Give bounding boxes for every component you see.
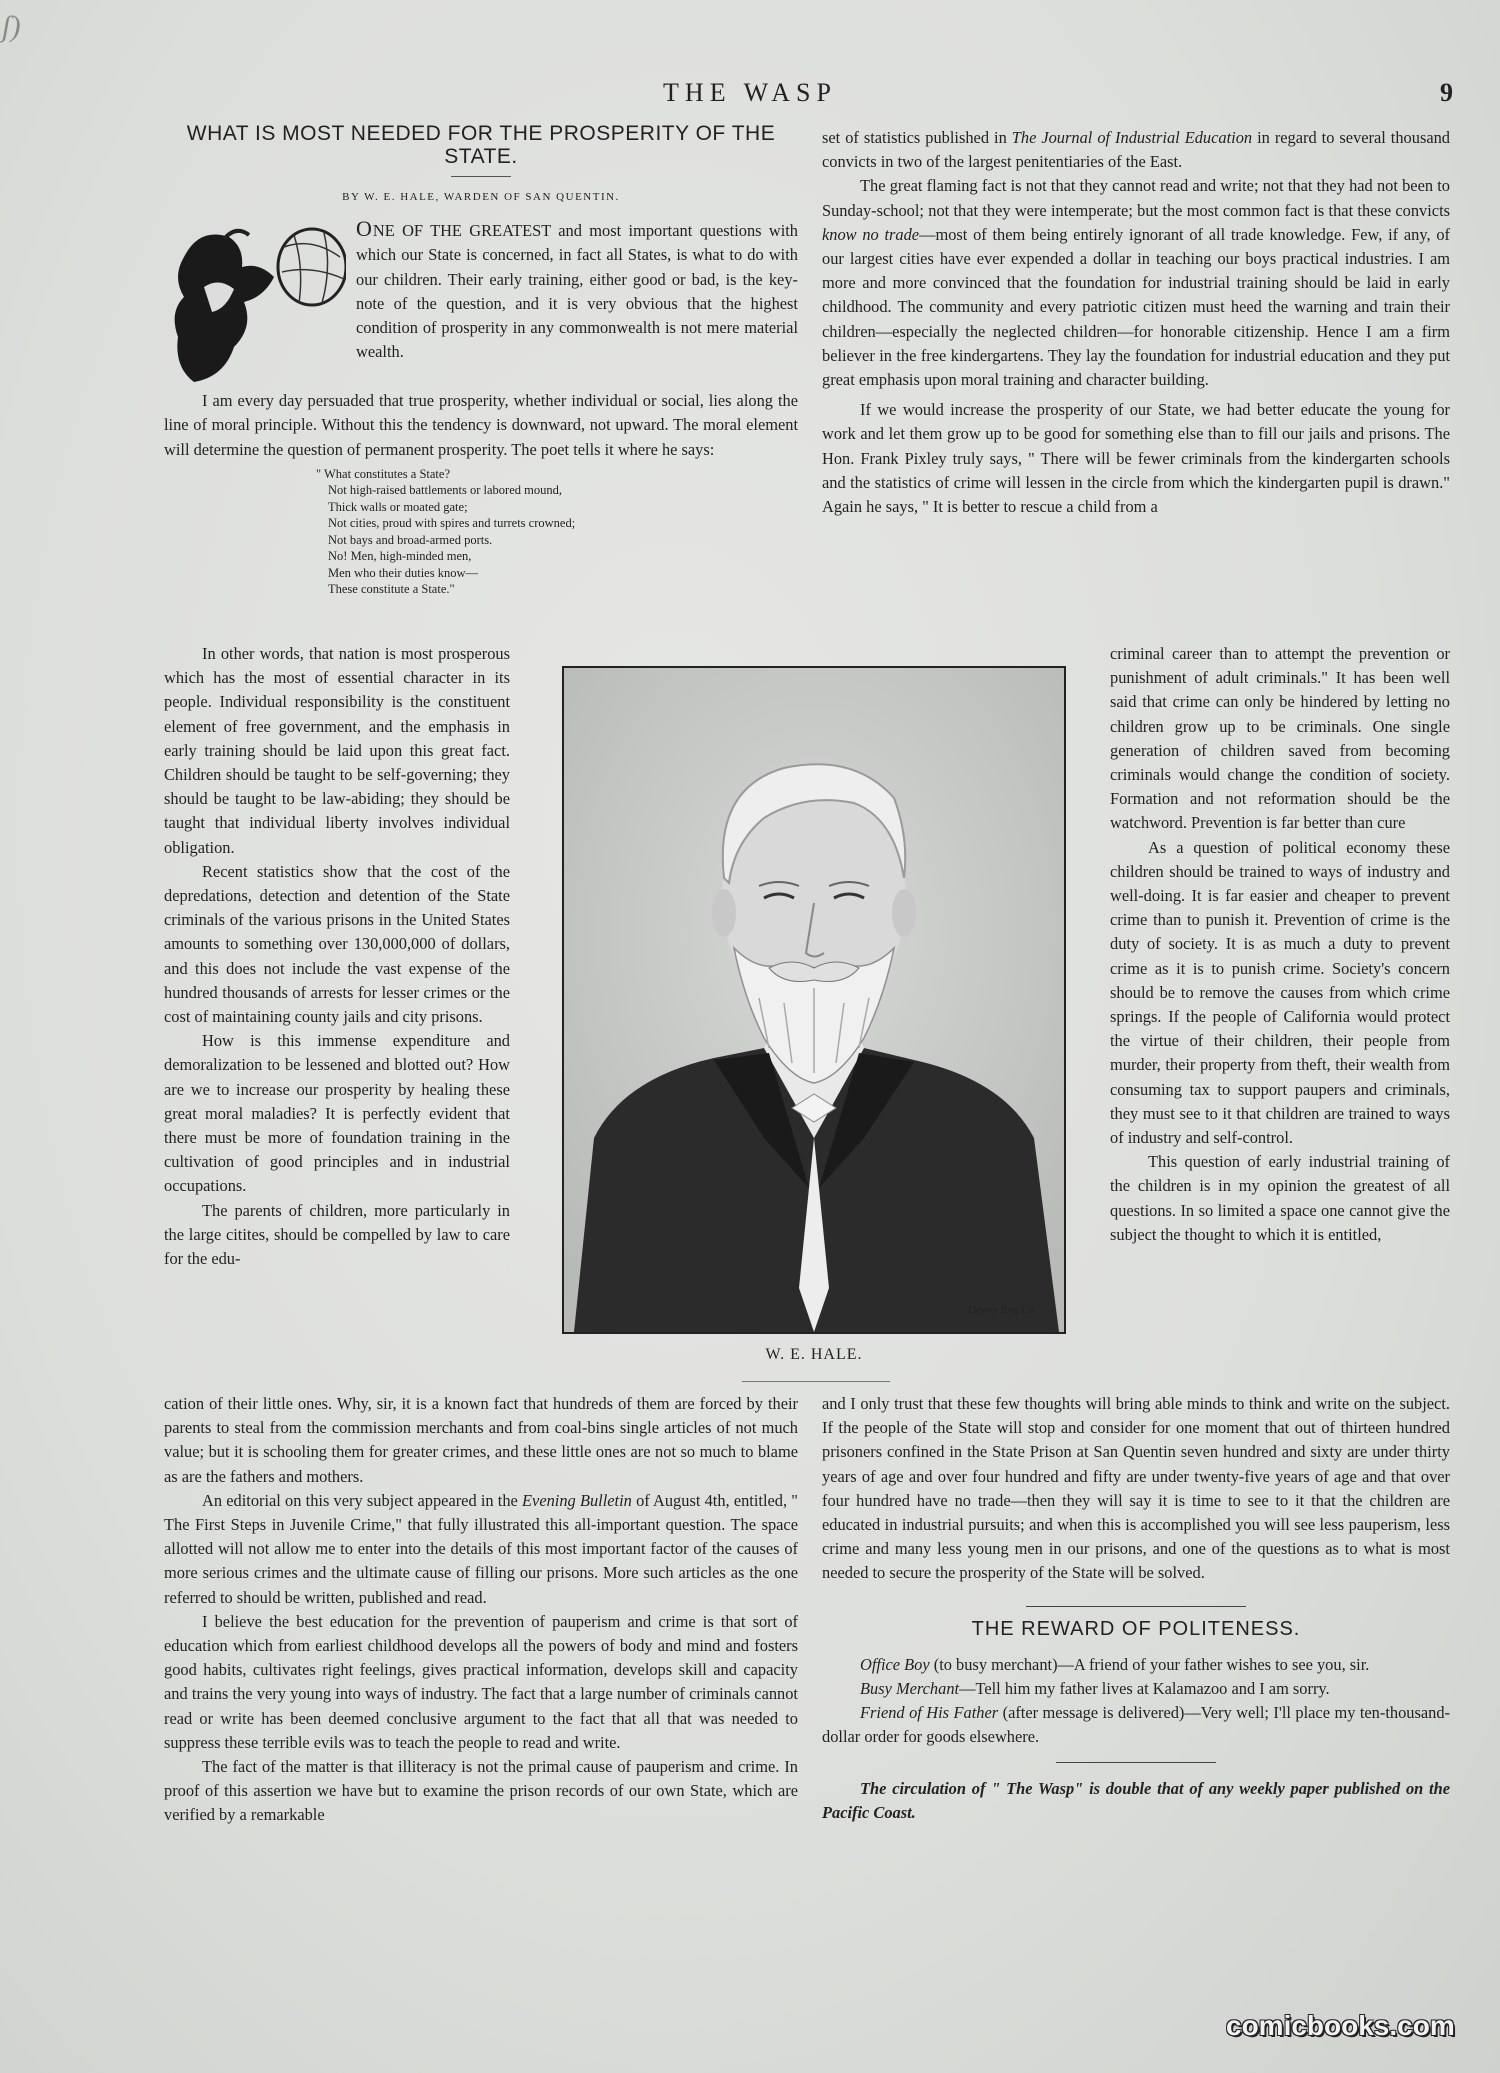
right-paragraph-1: set of statistics published in The Journal of Industrial Education in regard to several thousand convicts in two of the largest penitentiaries of the East. (822, 128, 1450, 172)
right-paragraph-4: criminal career than to attempt the prevention or punishment of adult criminals." It has been well said that crime can only be hindered by letting no children grow up to be criminals. One single generation of children saved from becoming criminals would change the condition of society. Formation and not reformation should be the watchword. Prevention is far better than cure (1110, 644, 1450, 833)
paragraph-1: ONE OF THE GREATEST and most important questions with which our State is concerned, in fact all States, is what to do with our children. Their early training, either good or bad, is the key-note of the question, and it is very obvious that the highest condition of prosperity in any commonwealth is not mere material wealth. (356, 216, 798, 362)
engraver-signature: Dewey Eng.Co (968, 1304, 1034, 1316)
left-column-narrow (164, 642, 510, 1271)
article-title: WHAT IS MOST NEEDED FOR THE PROSPERITY OF THE STATE. (186, 122, 776, 168)
masthead: THE WASP (663, 78, 837, 107)
poem-line: " What constitutes a State? (316, 466, 451, 481)
paragraph-2: I am every day persuaded that true prosperity, whether individual or social, lies along the line of moral principle. Without this the tendency is downward, not upward. The moral element will determine the question of permanent prosperity. The poet tells it where he says: (164, 391, 798, 459)
poem-line: Not bays and broad-armed ports. (328, 532, 493, 547)
paragraph-4: Recent statistics show that the cost of the depredations, detection and detention of the State criminals of the various prisons in the United States amounts to something over 130,000,000 of dollars, and this does not include the vast expense of the hundred thousands of arrests for lesser crimes or the cost of maintaining county jails and city prisons. (164, 861, 510, 1027)
poem-line: No! Men, high-minded men, (328, 549, 472, 564)
portrait-illustration (564, 668, 1064, 1332)
poem-line: Not cities, proud with spires and turrets crowned; (328, 516, 576, 531)
right-paragraph-3: If we would increase the prosperity of our State, we had better educate the young for work and let them grow up to be good for something else than to fill our jails and prisons. The Hon. Frank Pixley truly says, " There will be fewer criminals from the kindergarten schools and the statistics of crime will lessen in the circle from which the kindergarten pupil is drawn." Again he says, " It is better to rescue a child from a (822, 400, 1450, 517)
left-column-bottom (164, 1392, 798, 1828)
dialogue-line-2: Busy Merchant—Tell him my father lives at Kalamazoo and I am sorry. (860, 1679, 1330, 1699)
dialogue-line-1: Office Boy (to busy merchant)—A friend of your father wishes to see you, sir. (860, 1654, 1370, 1674)
caption-rule (742, 1381, 890, 1382)
poem-line: Not high-raised battlements or labored mound, (328, 483, 562, 498)
left-column-top (164, 122, 798, 610)
poem-line: These constitute a State." (328, 582, 455, 597)
right-column-narrow (1110, 642, 1450, 1247)
poem-line: Thick walls or moated gate; (328, 499, 468, 514)
paragraph-9: The fact of the matter is that illiteracy is not the primal cause of pauperism and crime. In proof of this assertion we have but to examine the prison records of our own State, which are verified by a remarkable (164, 1757, 798, 1825)
dialogue-line-3: Friend of His Father (after message is delivered)—Very well; I'll place my ten-thousand-dollar order for goods elsewhere. (822, 1703, 1450, 1747)
right-column-bottom (822, 1392, 1450, 1825)
paragraph-6a: The parents of children, more particularly in the large citites, should be compelled by law to care for the edu- (164, 1200, 510, 1269)
poem (316, 466, 798, 598)
paragraph-7: An editorial on this very subject appeared in the Evening Bulletin of August 4th, entitled, " The First Steps in Juvenile Crime," that fully illustrated this all-important question. The space allotted will not allow me to enter into the details of this most important factor of the causes of more serious crimes and the ultimate cause of filling our prisons. More such articles as the one referred to should be written, published and read. (164, 1490, 798, 1607)
paragraph-5: How is this immense expenditure and demoralization to be lessened and blotted out? How are we to increase our prosperity by healing these great moral maladies? It is perfectly evident that there must be more of foundation training in the cultivation of good principles and in industrial occupations. (164, 1031, 510, 1196)
watermark: comicbooks.com (1226, 2010, 1455, 2041)
right-paragraph-6a: This question of early industrial training of the children is in my opinion the greatest of all questions. In so limited a space one cannot give the subject the thought to which it is entitled, (1110, 1152, 1450, 1244)
dropcap-illustration (164, 217, 346, 385)
sidebar-rule-top (1026, 1606, 1246, 1607)
paragraph-6b: cation of their little ones. Why, sir, it is a known fact that hundreds of them are forced by their parents to steal from the commission merchants and from coal-bins single articles of not much value; but it is schooling them for greater crimes, and these little ones are not so much to blame as are the fathers and mothers. (164, 1394, 798, 1486)
right-column-top (822, 126, 1450, 519)
circulation-note: The circulation of " The Wasp" is double that of any weekly paper published on the Pacific Coast. (822, 1778, 1450, 1822)
right-paragraph-5: As a question of political economy these children should be trained to ways of industry and well-doing. It is far easier and cheaper to prevent crime than to punish it. Prevention of crime is the duty of society. It is as much a duty to prevent crime as it is to punish crime. Society's concern should be to remove the causes from which crime springs. If the people of California would protect the virtue of their children, their people from murder, their property from theft, their wealth from consuming tax to support paupers and criminals, they must see to it that children are trained to ways of industry and self-control. (1110, 837, 1450, 1148)
poem-line: Men who their duties know— (328, 565, 478, 580)
paragraph-3: In other words, that nation is most prosperous which has the most of essential character in its people. Individual responsibility is the constituent element of free government, and the emphasis in early training should be laid upon this great fact. Children should be taught to be self-governing; they should be taught to be law-abiding; they should be taught that individual liberty involves individual obligation. (164, 644, 510, 857)
pencil-mark: ʃ) (2, 10, 21, 43)
portrait-photo (562, 666, 1066, 1334)
sidebar-title: THE REWARD OF POLITENESS. (971, 1617, 1301, 1640)
right-paragraph-6b: and I only trust that these few thoughts will bring able minds to think and write on the subject. If the people of the State will stop and consider for one moment that out of thirteen hundred prisoners confined in the State Prison at San Quentin seven hundred and sixty are under thirty years of age and over four hundred and fifty are under twenty-five years of age and that over four hundred have no trade—then they will say it is time to see to it that the children are educated in industrial pursuits; and when this is accomplished you will see less pauperism, less crime and many less young men in our prisons, and one of the questions as to what is most needed to secure the prosperity of the State will be solved. (822, 1394, 1450, 1583)
title-rule (451, 176, 511, 177)
portrait-caption: W. E. HALE. (765, 1346, 863, 1363)
byline: BY W. E. HALE, WARDEN OF SAN QUENTIN. (342, 191, 620, 203)
paragraph-8: I believe the best education for the prevention of pauperism and crime is that sort of education which from earliest childhood develops all the powers of body and mind and fosters good habits, cultivates right feelings, gives practical information, develops skill and capacity and trains the very young into ways of industry. The fact that a large number of criminals cannot read or write has been deemed conclusive argument to the fact that all that was needed to suppress these terrible evils was to teach the people to read and write. (164, 1611, 798, 1752)
page-number: 9 (1440, 78, 1453, 107)
right-paragraph-2: The great flaming fact is not that they cannot read and write; not that they had not been to Sunday-school; not that they were intemperate; but the most common fact is that these convicts know no trade—most of them being entirely ignorant of all trade knowledge. Few, if any, of our largest cities have ever expended a dollar in teaching our boys practical industries. I am more and more convinced that the foundation for industrial training should be laid in early childhood. The community and every patriotic citizen must heed the warning and train their children—especially the neglected children—for honorable citizenship. Hence I am a firm believer in the free kindergartens. They lay the foundation for industrial education and they put great emphasis upon moral training and character building. (822, 176, 1450, 390)
